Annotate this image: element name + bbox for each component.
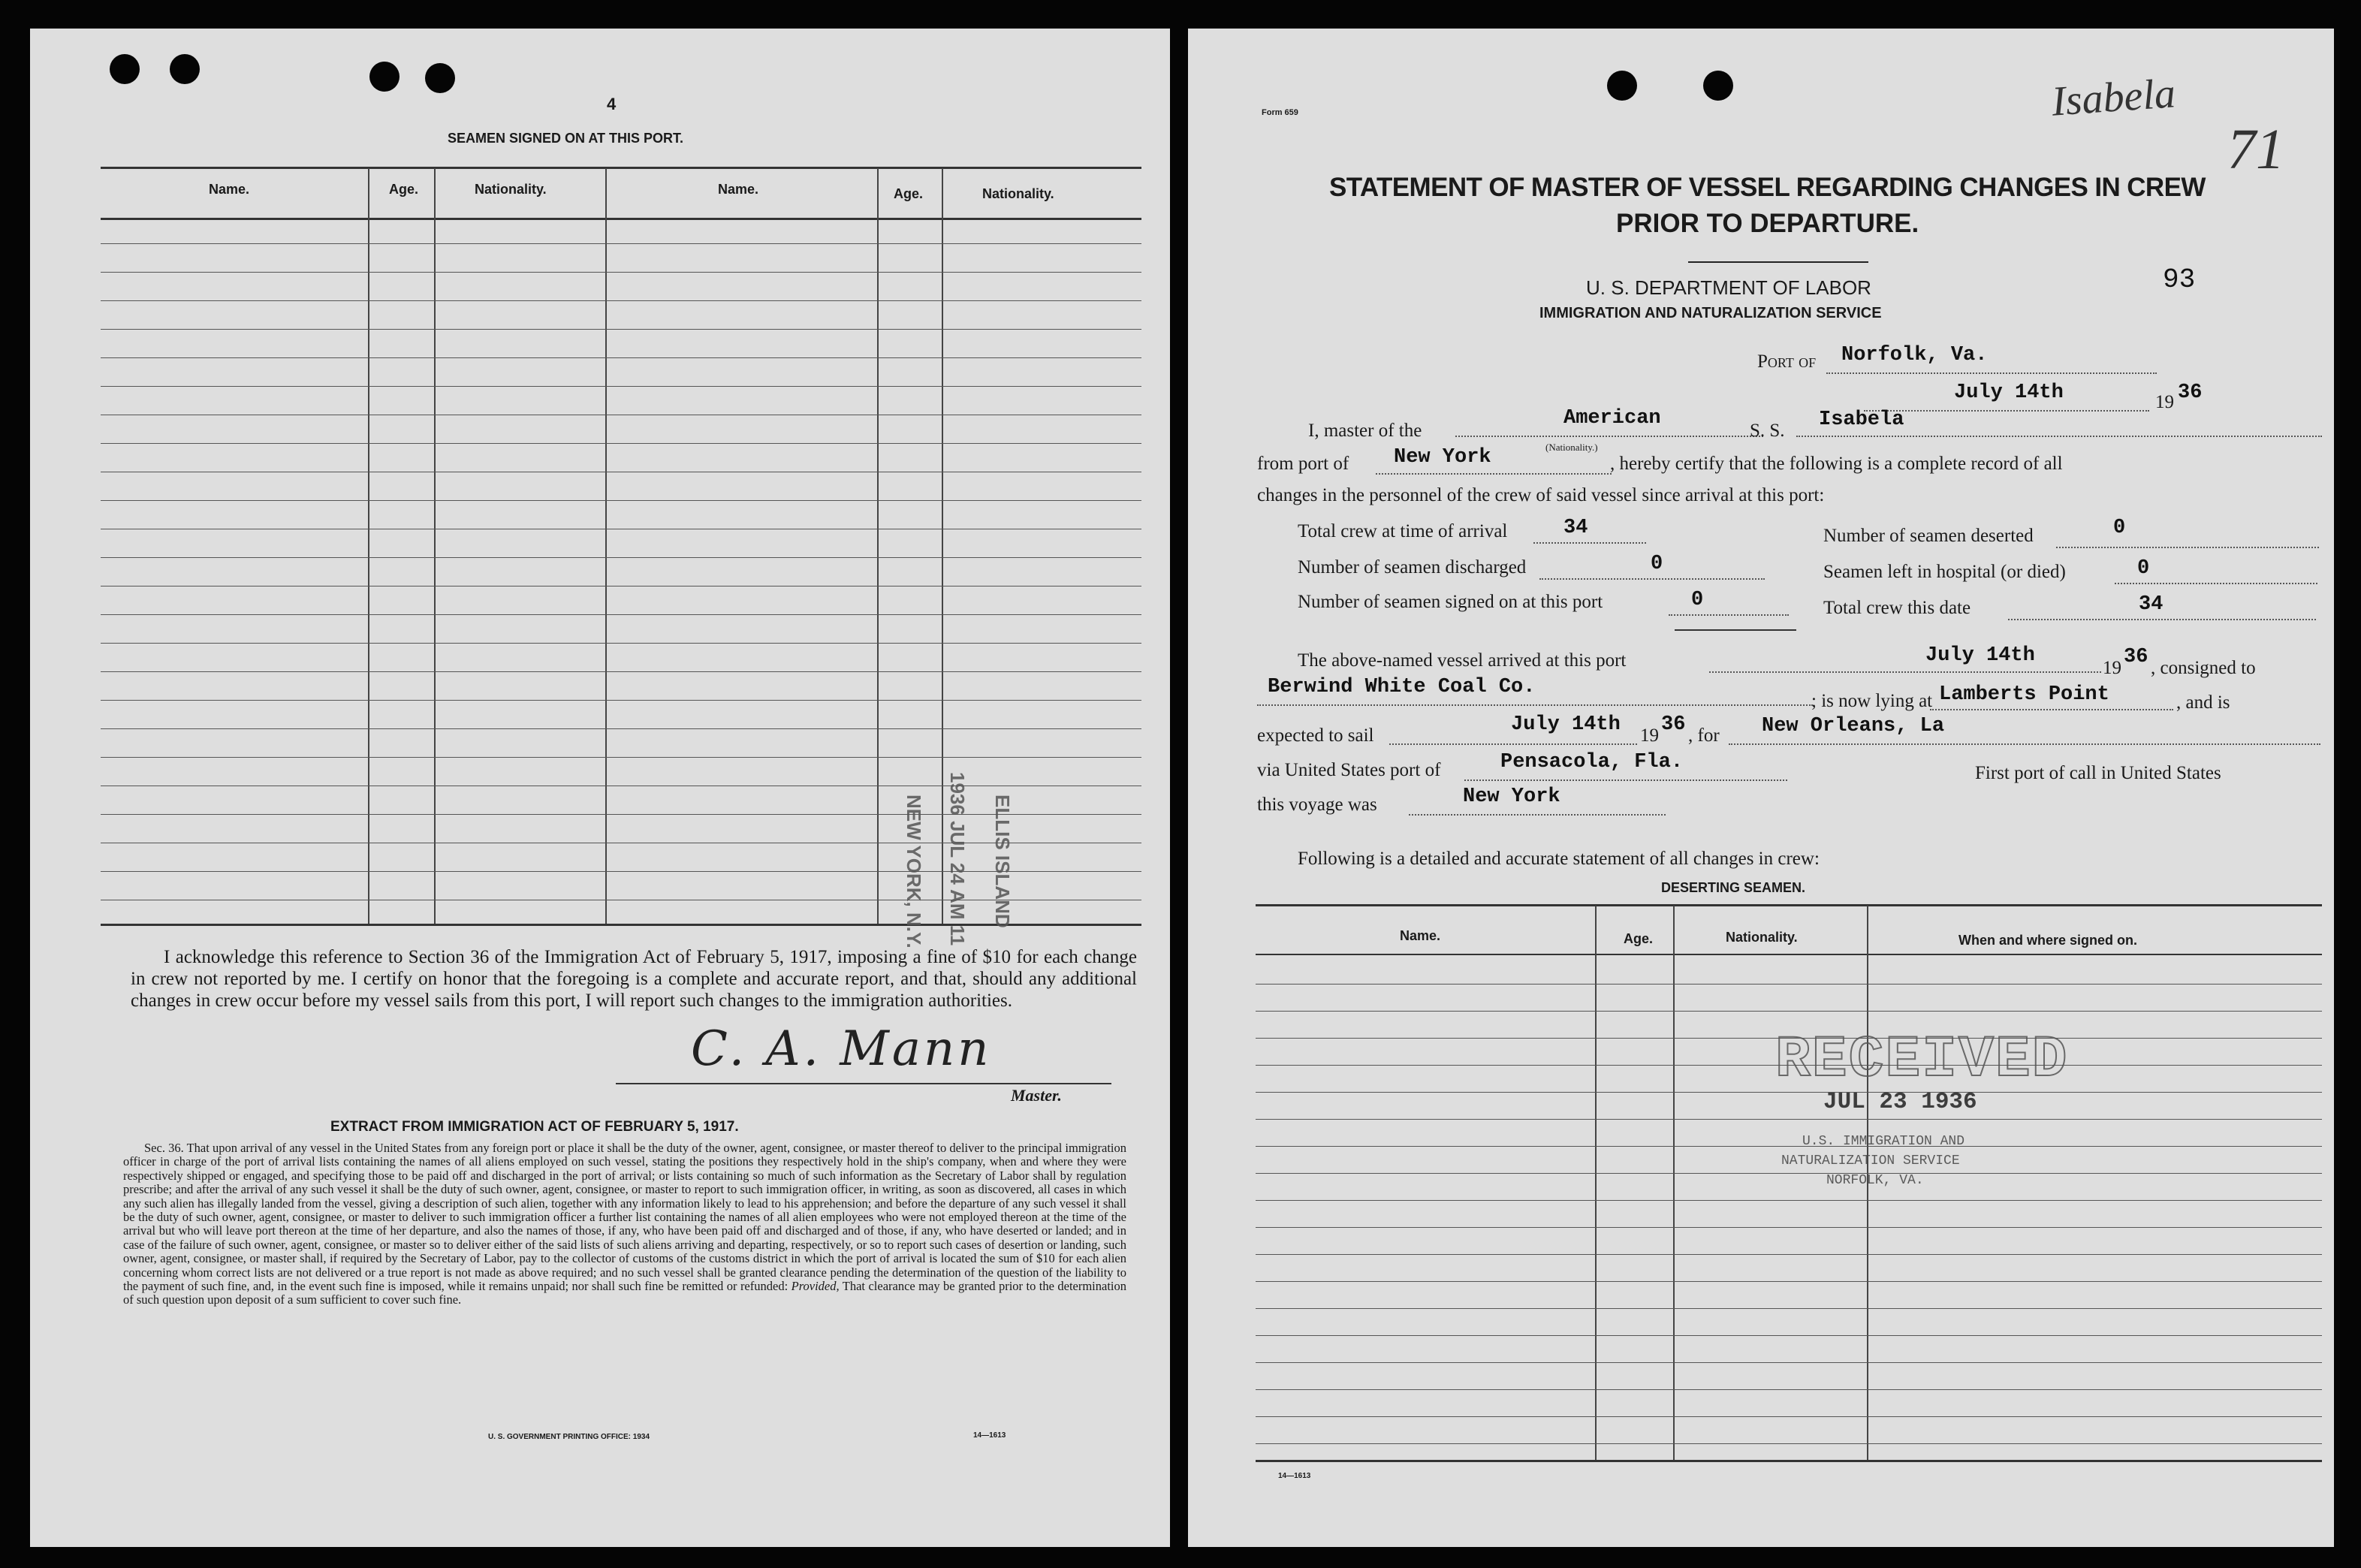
form-title: PRIOR TO DEPARTURE. [1616,209,1919,238]
consigned-text: , consigned to [2151,658,2256,678]
year-value: 36 [2178,381,2203,404]
certify-text: , hereby certify that the following is a complete record of all [1610,454,2063,474]
deserting-title: DESERTING SEAMEN. [1661,880,1806,895]
master-label: Master. [1011,1086,1062,1105]
received-line: U.S. IMMIGRATION AND [1802,1134,1965,1149]
punch-hole [1703,71,1733,101]
total-crew-date-value: 34 [2139,593,2163,616]
first-port-text: First port of call in United States [1975,763,2221,783]
col-header-name: Name. [1400,928,1441,943]
ss-label: S. S. [1750,421,1785,441]
received-line: NATURALIZATION SERVICE [1781,1153,1960,1168]
expected-text: expected to sail [1257,725,1374,746]
arrival-year: 36 [2124,646,2148,668]
vessel-name: Isabela [1819,409,1904,431]
form-code: 14—1613 [1278,1472,1311,1480]
acknowledgement-text: I acknowledge this reference to Section 36 of the Immigration Act of February 5, 1917, imposing a fine of $10 for each change in crew not reported by me. I certify on honor that the foregoing is a complete and accurate report, and that, should any additional changes in crew occur before my vessel sails from this port, I will report such changes to the immigration authorities. [131,947,1137,1011]
sheet-number: 93 [2163,264,2196,295]
col-header-name: Name. [718,182,759,197]
punch-hole [1607,71,1637,101]
sail-year: 36 [1661,713,1686,736]
discharged-label: Number of seamen discharged [1298,557,1527,577]
col-header-age: Age. [389,182,419,197]
following-text: Following is a detailed and accurate statement of all changes in crew: [1298,849,1820,869]
lying-text: ; is now lying at [1811,691,1933,711]
date-value: July 14th [1954,381,2064,404]
extract-text: Sec. 36. That upon arrival of any vessel in the United States from any foreign port or place it shall be the duty of the owner, agent, consignee, or master thereof to deliver to the principal immigration officer in charge of the port of arrival lists containing the names of all aliens employed on such vessel, stating the positions they respectively hold in the ship's company, when and where they were respectively shipped or engaged, and specifying those to be paid off and discharged in the port of arrival; or lists containing so much of such information as the Secretary of Labor shall by regulation prescribe; and after the arrival of any such vessel it shall be the duty of such owner, agent, consignee, or master to report to such immigration officer, in writing, as soon as discovered, all cases in which any such alien has illegally landed from the vessel, giving a description of such alien, together with any information likely to lead to his apprehension; and before the departure of any such vessel it shall be the duty of such owner, agent, consignee, or master to deliver to such immigration officer a further list containing the names of all alien employees who were not employed thereon at the time of the arrival but who will leave port thereon at the time of her departure, and also the names of those, if any, who have been paid off and discharged and of those, if any, who have deserted or landed; and in case of the failure of such owner, agent, consignee, or master so to deliver either of the said lists of such aliens arriving and departing, respectively, or so to report such cases of desertion or landing, such owner, agent, consignee, or master shall, if required by the Secretary of Labor, pay to the collector of customs of the customs district in which the port of arrival is located the sum of $10 for each alien concerning whom correct lists are not delivered or a true report is not made as above required; and no such vessel shall be granted clearance pending the determination of the question of the liability to the payment of such fine, and, in the event such fine is imposed, while it remains unpaid; nor shall such fine be remitted or refunded: Provided, That clearance may be granted prior to the determination of such question upon deposit of a sum sufficient to cover such fine. [123,1141,1127,1307]
total-crew-arrival-value: 34 [1563,517,1588,539]
extract-title: EXTRACT FROM IMMIGRATION ACT OF FEBRUARY 5, 1917. [330,1119,739,1135]
lying-at-value: Lamberts Point [1939,683,2109,706]
col-header-age: Age. [1624,931,1654,946]
section-title: SEAMEN SIGNED ON AT THIS PORT. [448,131,684,146]
deserted-label: Number of seamen deserted [1823,526,2034,546]
master-text: I, master of the [1308,421,1422,441]
hospital-value: 0 [2137,557,2150,580]
col-header-name: Name. [209,182,250,197]
arrived-text: The above-named vessel arrived at this port [1298,650,1627,671]
form-code: 14—1613 [973,1431,1006,1440]
sail-date: July 14th [1511,713,1621,736]
col-header-age: Age. [894,186,924,201]
handwritten-number: 71 [2227,118,2284,181]
destination-value: New Orleans, La [1762,715,1945,737]
year-prefix: 19 [2103,658,2121,678]
voyage-text: this voyage was [1257,795,1377,815]
for-text: , for [1688,725,1720,746]
port-label: Port of [1757,351,1817,372]
signed-on-value: 0 [1691,589,1704,611]
printing-office: U. S. GOVERNMENT PRINTING OFFICE: 1934 [488,1433,650,1441]
port-value: Norfolk, Va. [1841,344,1988,366]
signed-on-label: Number of seamen signed on at this port [1298,592,1603,612]
year-prefix: 19 [1640,725,1659,746]
stamp-line: 1936 JUL 24 AM 11 [946,772,969,946]
col-header-nationality: Nationality. [475,182,547,197]
received-date: JUL 23 1936 [1823,1089,1977,1115]
discharged-value: 0 [1651,553,1663,575]
from-port-label: from port of [1257,454,1349,474]
deserted-value: 0 [2113,517,2126,539]
punch-hole [425,63,455,93]
via-text: via United States port of [1257,760,1441,780]
nationality-caption: (Nationality.) [1545,442,1598,453]
hospital-label: Seamen left in hospital (or died) [1823,562,2066,582]
first-port-value: New York [1463,786,1560,808]
service: IMMIGRATION AND NATURALIZATION SERVICE [1539,305,1882,321]
handwritten-note: Isabela [2050,70,2177,125]
certify-text: changes in the personnel of the crew of said vessel since arrival at this port: [1257,485,1825,505]
form-number: Form 659 [1262,108,1298,117]
form-title: STATEMENT OF MASTER OF VESSEL REGARDING CHANGES IN CREW [1329,173,2206,202]
received-word: RECEIVED [1775,1027,2069,1093]
col-header-nationality: Nationality. [1726,930,1798,945]
nationality-value: American [1563,407,1661,430]
consignee-value: Berwind White Coal Co. [1268,676,1536,698]
received-stamp [1775,1027,2136,1208]
and-is-text: , and is [2176,692,2230,713]
total-crew-arrival-label: Total crew at time of arrival [1298,521,1508,541]
right-page [1188,29,2334,1547]
punch-hole [369,62,400,92]
left-page [30,29,1170,1547]
via-port-value: Pensacola, Fla. [1500,751,1684,773]
year-prefix: 19 [2155,392,2174,412]
punch-hole [110,54,140,84]
received-line: NORFOLK, VA. [1826,1173,1924,1188]
total-crew-date-label: Total crew this date [1823,598,1971,618]
col-header-when-where: When and where signed on. [1958,933,2138,948]
col-header-nationality: Nationality. [982,186,1054,201]
department: U. S. DEPARTMENT OF LABOR [1586,276,1871,299]
page-number: 4 [607,95,617,113]
punch-hole [170,54,200,84]
ellis-island-stamp [856,704,1104,948]
stamp-line: NEW YORK, N.Y. [903,795,925,948]
stamp-line: ELLIS ISLAND [991,795,1014,928]
arrival-date: July 14th [1925,644,2035,667]
from-port-value: New York [1394,446,1491,469]
master-signature: C. A. Mann [691,1021,992,1077]
